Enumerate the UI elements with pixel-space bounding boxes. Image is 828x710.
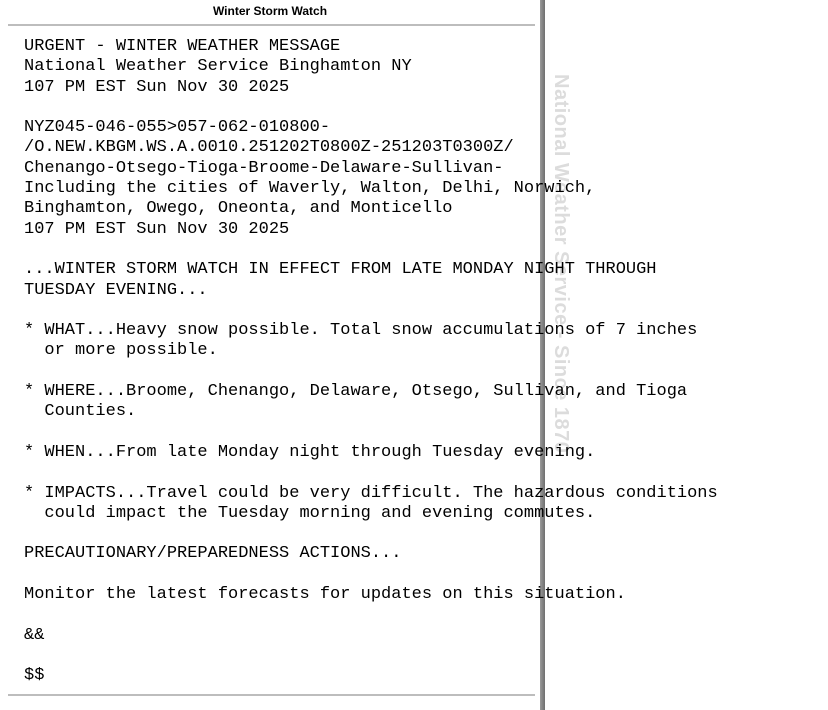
- message-line: [24, 423, 718, 443]
- message-line: National Weather Service Binghamton NY: [24, 57, 412, 77]
- message-line: PRECAUTIONARY/PREPAREDNESS ACTIONS...: [24, 544, 402, 564]
- message-line: 107 PM EST Sun Nov 30 2025: [24, 219, 290, 239]
- message-line: [24, 362, 718, 382]
- top-rule: [8, 24, 535, 26]
- message-line: Monitor the latest forecasts for updates on this situation.: [24, 585, 626, 605]
- message-line: Binghamton, Owego, Oneonta, and Monticello: [24, 199, 453, 219]
- message-line: * WHAT...Heavy snow possible. Total snow accumulations of 7 inches: [24, 321, 698, 341]
- message-line: /O.NEW.KBGM.WS.A.0010.251202T0800Z-251203T0300Z/: [24, 138, 514, 158]
- message-line: * WHEN...From late Monday night through Tuesday evening.: [24, 442, 596, 462]
- message-line: NYZ045-046-055>057-062-010800-: [24, 118, 331, 138]
- message-line: Including the cities of Waverly, Walton, Delhi, Norwich,: [24, 179, 596, 199]
- message-line: [24, 301, 718, 321]
- message-line: [24, 565, 718, 585]
- message-line: [24, 646, 718, 666]
- message-line: [24, 98, 718, 118]
- message-line: [24, 524, 718, 544]
- message-line: URGENT - WINTER WEATHER MESSAGE: [24, 37, 341, 56]
- message-line: ...WINTER STORM WATCH IN EFFECT FROM LATE MONDAY NIGHT THROUGH: [24, 260, 657, 280]
- message-line: or more possible.: [24, 341, 218, 361]
- window-title: Winter Storm Watch: [212, 4, 328, 18]
- message-line: Counties.: [24, 402, 137, 422]
- watermark: National Weather Service - Since 1870: [550, 74, 572, 454]
- message-line: * WHERE...Broome, Chenango, Delaware, Otsego, Sullivan, and Tioga: [24, 382, 688, 402]
- message-line: $$: [24, 666, 45, 686]
- message-line: [24, 463, 718, 483]
- message-line: Chenango-Otsego-Tioga-Broome-Delaware-Sullivan-: [24, 158, 504, 178]
- message-line: [24, 605, 718, 625]
- bulletin-text: [24, 37, 718, 687]
- message-line: could impact the Tuesday morning and evening commutes.: [24, 503, 596, 523]
- message-line: TUESDAY EVENING...: [24, 280, 208, 300]
- message-line: * IMPACTS...Travel could be very difficult. The hazardous conditions: [24, 483, 718, 503]
- message-line: &&: [24, 625, 45, 645]
- message-line: [24, 240, 718, 260]
- message-line: 107 PM EST Sun Nov 30 2025: [24, 77, 290, 97]
- bottom-rule: [8, 694, 535, 696]
